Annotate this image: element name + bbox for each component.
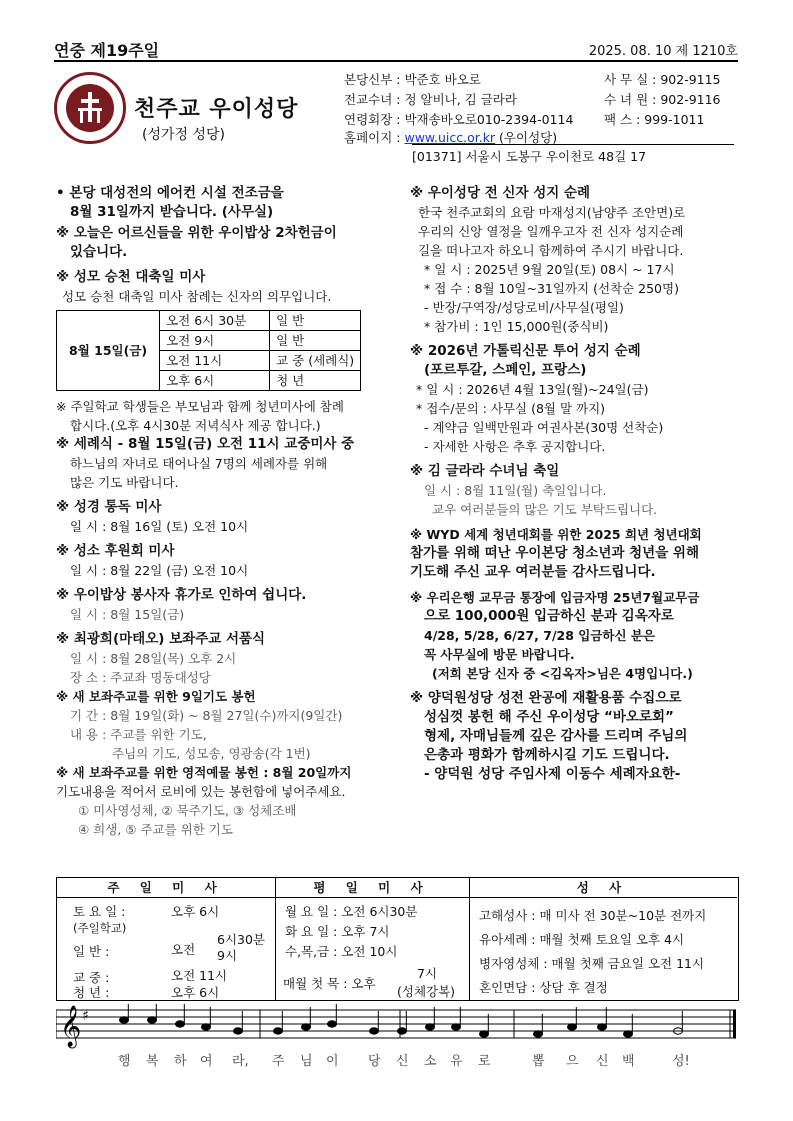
assumption-mass-table: [56, 310, 361, 391]
music-note: [534, 1031, 543, 1037]
notice-aircon: • 본당 대성전의 에어컨 시설 전조금을: [56, 185, 284, 201]
weekday-mass-header: 평 일 미 사: [275, 878, 469, 898]
address: [01371] 서울시 도봉구 우이천로 48길 17: [412, 144, 734, 162]
music-note: [624, 1031, 633, 1037]
music-note: [120, 1017, 129, 1023]
lyrics: [56, 1050, 739, 1070]
spiritual-offering-heading: ※ 새 보좌주교를 위한 영적예물 봉헌 : 8월 20일까지: [56, 765, 352, 780]
lyric-syllable: 뽑: [532, 1054, 545, 1069]
music-note: [202, 1024, 211, 1030]
treble-clef-icon: 𝄞: [60, 1006, 82, 1047]
liturgical-week: 연중 제19주일: [54, 41, 160, 60]
music-note: [452, 1024, 461, 1030]
office-phone: 사 무 실 : 902-9115: [604, 72, 721, 87]
homepage: 홈페이지 : www.uicc.or.kr (우이성당): [344, 130, 558, 145]
lyric-syllable: 신: [396, 1054, 409, 1069]
lyric-syllable: 행: [118, 1054, 131, 1069]
lyric-syllable: 여: [200, 1054, 213, 1069]
sunday-mass-header: 주 일 미 사: [57, 878, 275, 898]
meal-notice-heading: ※ 우이밥상 봉사자 휴가로 인하여 쉽니다.: [56, 587, 307, 603]
lyric-syllable: 으: [566, 1054, 579, 1069]
pastor: 본당신부 : 박준호 바오로: [344, 72, 481, 87]
music-note: [302, 1024, 311, 1030]
music-note: [480, 1031, 489, 1037]
lyric-syllable: 신: [596, 1054, 609, 1069]
lyric-syllable: 복: [146, 1054, 159, 1069]
church-subtitle: (성가정 성당): [142, 127, 225, 143]
table-row: 오전 11시 교 중 (세례식): [57, 351, 361, 371]
bible-mass-heading: ※ 성경 통독 미사: [56, 499, 162, 515]
lyric-syllable: 라,: [232, 1054, 249, 1069]
homepage-link[interactable]: www.uicc.or.kr: [404, 130, 496, 145]
novena-heading: ※ 새 보좌주교를 위한 9일기도 봉헌: [56, 689, 256, 704]
left-column: • 본당 대성전의 에어컨 시설 전조금을 8월 31일까지 받습니다. (사무실) ※ 오늘은 어르신들을 위한 우이밥상 2차헌금이 있습니다. ※ 성모 승천 대축일 미사 성모 승천 대축일 미사 참례는 신자의 의무입니다. 8월 15일(금) 오전 6시 30분 일 반 오전 9시 일 반 오전 11시 교 중 (세례식) 오후 6시 청 년 ※ 주일학교 학생들은 부모님과 함께 청년미사에 참례 합시다.(오후 4시30분 저녁식사 제공 합니다.) ※ 세례식 - 8월 15일(금) 오전 11시 교중미사 중 하느님의 자녀로 태어나실 7명의 세례자를 위해 많은 기도 바랍니다. ※ 성경 통독 미사 일 시 : 8월 16일 (토) 오전 10시 ※ 성소 후원회 미사 일 시 : 8월 22일 (금) 오전 10시 ※ 우이밥상 봉사자 휴가로 인하여 쉽니다. 일 시 : 8월 15일(금) ※ 최광희(마태오) 보좌주교 서품식 일 시 : 8월 28일(목) 오후 2시 장 소 : 주교좌 명동대성당 ※ 새 보좌주교를 위한 9일기도 봉헌 기 간 : 8월 19일(화) ~ 8월 27일(수)까지(9일간) 내 용 : 주교를 위한 기도, 주님의 기도, 성모송, 영광송(각 1번) ※ 새 보좌주교를 위한 영적예물 봉헌 : 8월 20일까지 기도내용을 적어서 로비에 있는 봉헌함에 넣어주세요. ① 미사영성체, ② 묵주기도, ③ 성체조배 ④ 희생, ⑤ 주교를 위한 기도: [56, 184, 374, 839]
assumption-heading: ※ 성모 승천 대축일 미사: [56, 269, 206, 285]
music-note: [426, 1024, 435, 1030]
ordination-heading: ※ 최광희(마태오) 보좌주교 서품식: [56, 631, 266, 647]
table-row: 8월 15일(금) 오전 6시 30분 일 반: [57, 311, 361, 331]
church-logo: [54, 72, 126, 144]
lyric-syllable: 님: [300, 1054, 313, 1069]
lyric-syllable: 하: [174, 1054, 187, 1069]
music-note: [398, 1028, 407, 1034]
funeral-chair: 연령회장 : 박재송바오로010-2394-0114: [344, 112, 574, 127]
thanks-notice: ※ 양덕원성당 성전 완공에 재활용품 수집으로: [410, 690, 682, 706]
sponsor-mass-heading: ※ 성소 후원회 미사: [56, 543, 175, 559]
music-note: [568, 1024, 577, 1030]
sisters: 전교수녀 : 정 알비나, 김 글라라: [344, 92, 517, 107]
music-note: [328, 1021, 337, 1027]
lyric-syllable: 이: [326, 1054, 339, 1069]
music-note: [274, 1028, 283, 1034]
notice-collection: ※ 오늘은 어르신들을 위한 우이밥상 2차헌금이: [56, 225, 337, 241]
music-note: [370, 1028, 379, 1034]
right-column: ※ 우이성당 전 신자 성지 순례 한국 천주교회의 요람 마재성지(남양주 조안면)로 우리의 신앙 열정을 일깨우고자 전 신자 성지순례 길을 떠나고자 하오니 함께하여 주시기 바랍니다. * 일 시 : 2025년 9월 20일(토) 08시 ~ 17시 * 접 수 : 8월 10일~31일까지 (선착순 250명) - 반장/구역장/성당로비/사무실(평일) * 참가비 : 1인 15,000원(중식비) ※ 2026년 가톨릭신문 투어 성지 순례 (포르투갈, 스페인, 프랑스) * 일 시 : 2026년 4월 13일(월)~24일(금) * 접수/문의 : 사무실 (8월 말 까지) - 계약금 일백만원과 여권사본(30명 선착순) - 자세한 사항은 추후 공지합니다. ※ 김 글라라 수녀님 축일 일 시 : 8월 11일(월) 축일입니다. 교우 여러분들의 많은 기도 부탁드립니다. ※ WYD 세계 청년대회를 위한 2025 희년 청년대회 참가를 위해 떠난 우이본당 청소년과 청년을 위해 기도해 주신 교우 여러분들 감사드립니다. ※ 우리은행 교무금 통장에 입금자명 25년7월교무금 으로 100,000원 입금하신 분과 김옥자로 4/28, 5/28, 6/27, 7/28 입금하신 분은 꼭 사무실에 방문 바랍니다. (저희 본당 신자 중 <김옥자>님은 4명입니다.) ※ 양덕원성당 성전 완공에 재활용품 수집으로 성심껏 봉헌 해 주신 우이성당 “바오로회” 형제, 자매님들께 깊은 감사를 드리며 주님의 은총과 평화가 함께하시길 기도 드립니다. - 양덕원 성당 주임사제 이동수 세례자요한-: [410, 184, 740, 784]
music-note: [598, 1024, 607, 1030]
sharp-icon: ♯: [82, 1008, 89, 1024]
feast-day-heading: ※ 김 글라라 수녀님 축일: [410, 463, 560, 479]
table-row: 오전 9시 일 반: [57, 331, 361, 351]
convent-phone: 수 녀 원 : 902-9116: [604, 92, 721, 107]
lyric-syllable: 백: [622, 1054, 635, 1069]
music-staff: [56, 1004, 739, 1084]
newsletter-header: [54, 36, 738, 62]
music-note: [148, 1017, 157, 1023]
music-note: [176, 1021, 185, 1027]
pilgrimage-heading: ※ 우이성당 전 신자 성지 순례: [410, 185, 591, 201]
church-name: 천주교 우이성당: [134, 97, 299, 122]
tour-heading: ※ 2026년 가톨릭신문 투어 성지 순례: [410, 343, 641, 359]
issue-date: 2025. 08. 10 제 1210호: [588, 44, 738, 59]
bank-notice: ※ 우리은행 교무금 통장에 입금자명 25년7월교무금: [410, 590, 700, 605]
lyric-syllable: 성!: [672, 1054, 690, 1069]
baptism-heading: ※ 세례식 - 8월 15일(금) 오전 11시 교중미사 중: [56, 436, 355, 452]
music-note: [234, 1028, 243, 1034]
lyric-syllable: 당: [368, 1054, 381, 1069]
sunday-school-note: ※ 주일학교 학생들은 부모님과 함께 청년미사에 참례: [56, 399, 344, 414]
lyric-syllable: 주: [272, 1054, 285, 1069]
table-row: 오후 6시 청 년: [57, 371, 361, 391]
fax: 팩 스 : 999-1011: [604, 112, 705, 127]
sacrament-header: 성 사: [469, 878, 737, 898]
lyric-syllable: 유: [450, 1054, 463, 1069]
lyric-syllable: 소: [424, 1054, 437, 1069]
mass-schedule-table: 주 일 미 사 평 일 미 사 성 사 토 요 일 : (주일학교) 오후 6시 일 반 : 오전 6시30분 9시 교 중 : 오전 11시 청 년 : 오후 6시 월 요 일 : 오전 6시30분 화 요 일 : 오후 7시 수,목,금 : 오전 10시 매월 첫 목 : 오후 7시 (성체강복) 고해성사 : 매 미사 전 30분~10분 전까지 유아세례 : 매월 첫째 토요일 오후 4시 병자영성체 : 매월 첫째 금요일 오전 11시 혼인면담 : 상담 후 결정: [56, 877, 739, 1001]
lyric-syllable: 로: [478, 1054, 491, 1069]
wyd-notice: ※ WYD 세계 청년대회를 위한 2025 희년 청년대회: [410, 527, 702, 542]
